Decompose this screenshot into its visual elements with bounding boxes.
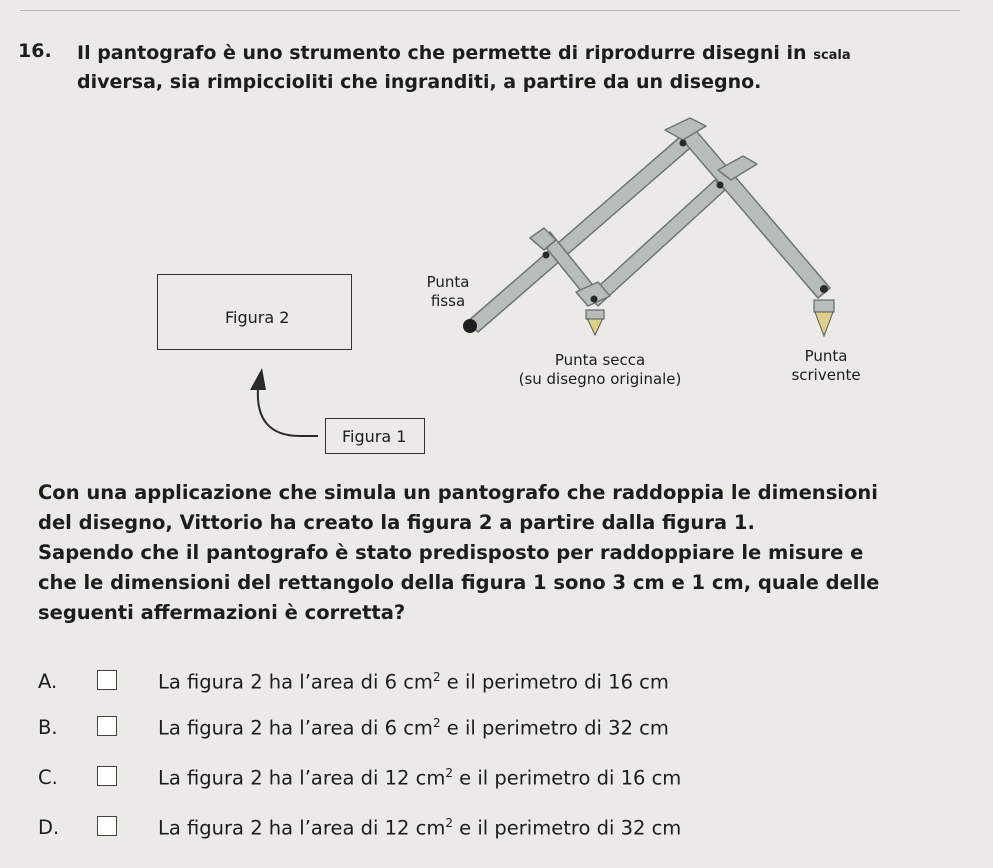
pivot-dot xyxy=(591,296,598,303)
pivot-dot xyxy=(543,252,550,259)
dry-point-tip xyxy=(587,318,603,335)
problem-statement xyxy=(38,478,988,628)
fixed-point-end xyxy=(463,319,477,333)
option-b-checkbox[interactable] xyxy=(97,716,117,736)
intro-line-2: diversa, sia rimpiccioliti che ingranditi, a partire da un disegno. xyxy=(77,71,762,93)
option-text: La figura 2 ha l’area di 6 $cm^2$ e il perimetro di 32 cm xyxy=(158,716,669,740)
dry-point-holder xyxy=(586,310,604,319)
label-punta-fissa: Punta fissa xyxy=(426,273,470,310)
option-letter: C. xyxy=(38,766,58,789)
pivot-dot xyxy=(680,140,687,147)
problem-line-5: seguenti affermazioni è corretta? xyxy=(38,601,406,624)
pivot-dot xyxy=(820,285,828,293)
option-text: La figura 2 ha l’area di 12 $cm^2$ e il perimetro di 16 cm xyxy=(158,766,682,790)
option-letter: A. xyxy=(38,670,58,693)
option-d-checkbox[interactable] xyxy=(97,816,117,836)
label-punta-scrivente: Punta scrivente xyxy=(791,347,861,384)
figure-1-label: Figura 1 xyxy=(342,427,407,446)
writing-point-tip xyxy=(815,312,833,336)
label-punta-secca-line2: (su disegno originale) xyxy=(518,370,682,388)
pantograph-bars xyxy=(467,118,830,332)
intro-text: Il pantografo è uno strumento che permette di riprodurre disegni in xyxy=(77,42,807,64)
option-text: La figura 2 ha l’area di 6 $cm^2$ e il perimetro di 16 cm xyxy=(158,670,669,694)
curved-arrow-line xyxy=(258,388,318,436)
option-a-checkbox[interactable] xyxy=(97,670,117,690)
pivot-dot xyxy=(717,182,724,189)
problem-line-1: Con una applicazione che simula un pantografo che raddoppia le dimensioni xyxy=(38,481,878,504)
figure-2-label: Figura 2 xyxy=(225,308,290,327)
option-letter: D. xyxy=(38,816,60,839)
arrow-head-icon xyxy=(250,368,266,390)
problem-line-2: del disegno, Vittorio ha creato la figura 2 a partire dalla figura 1. xyxy=(38,511,755,534)
writing-point-holder xyxy=(814,300,834,312)
problem-line-3: Sapendo che il pantografo è stato predisposto per raddoppiare le misure e xyxy=(38,541,864,564)
pantograph-right-arm xyxy=(680,126,830,298)
intro-small-word: scala xyxy=(813,48,851,63)
label-punta-secca-line1: Punta secca xyxy=(554,351,646,369)
problem-line-4: che le dimensioni del rettangolo della figura 1 sono 3 cm e 1 cm, quale delle xyxy=(38,571,880,594)
label-punta-secca xyxy=(500,351,700,389)
option-c-checkbox[interactable] xyxy=(97,766,117,786)
question-number: 16. xyxy=(18,40,52,62)
option-letter: B. xyxy=(38,716,58,739)
option-text: La figura 2 ha l’area di 12 $cm^2$ e il perimetro di 32 cm xyxy=(158,816,682,840)
